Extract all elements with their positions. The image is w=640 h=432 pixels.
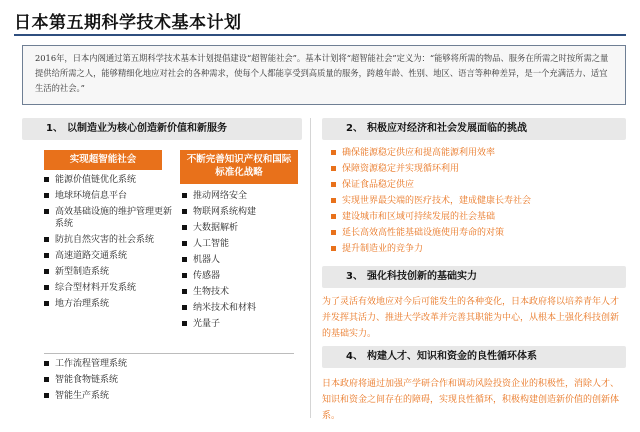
list-item: 光量子 [182,318,302,330]
col2-header [180,150,298,184]
column-divider [310,118,311,418]
list-item: 地球环境信息平台 [44,190,176,202]
col2-header-text: 不断完善知识产权和国际标准化战略 [186,154,292,178]
list-item: 人工智能 [182,238,302,250]
section-2-header [322,118,626,140]
section-2-number: 2、 [346,123,363,134]
section-4-header [322,346,626,368]
col1-list [44,174,176,314]
list-item: 物联网系统构建 [182,206,302,218]
list-item: 提升制造业的竞争力 [330,242,562,256]
section-3-header [322,266,626,288]
section-1-title: 以制造业为核心创造新价值和新服务 [66,123,227,134]
list-item: 高效基础设施的维护管理更新系统 [44,206,176,230]
section-4-text: 日本政府将通过加强产学研合作和调动风险投资企业的积极性，消除人才、知识和资金之间存在的障碍，实现良性循环，积极构建创造新价值的创新体系。 [322,379,620,421]
col1-extra-list [44,358,194,406]
section-1-number: 1、 [46,123,63,134]
intro-box: 2016年，日本内阁通过第五期科学技术基本计划提倡建设“超智能社会”。基本计划将“超智能社会”定义为：“能够将所需的物品、服务在所需之时按所需之量提供给所需之人，能够精细化地应对社会的各种需求，使每个人都能享受到高质量的服务，跨越年龄、性别、地区、语言等种种差异，是一个充满活力、适宜生活的社会。” [22,45,626,105]
section-3-text: 为了灵活有效地应对今后可能发生的各种变化，日本政府将以培养青年人才并发挥其活力、推进大学改革并完善其职能为中心，从根本上强化科技创新的基础实力。 [322,297,620,339]
list-item: 机器人 [182,254,302,266]
section-3-title: 强化科技创新的基础实力 [366,271,477,282]
list-item: 实现世界最尖端的医疗技术，建成健康长寿社会 [330,194,562,208]
list-item: 确保能源稳定供应和提高能源利用效率 [330,146,562,160]
list-item: 纳米技术和材料 [182,302,302,314]
list-item: 保障资源稳定并实现循环利用 [330,162,562,176]
col2-list [182,190,302,334]
list-item: 智能生产系统 [44,390,194,402]
list-item: 建设城市和区域可持续发展的社会基础 [330,210,562,224]
section-1-header [22,118,302,140]
section-3-number: 3、 [346,271,363,282]
list-item: 综合型材料开发系统 [44,282,176,294]
list-item: 工作流程管理系统 [44,358,194,370]
list-item: 防抗自然灾害的社会系统 [44,234,176,246]
list-item: 延长高效高性能基础设施使用寿命的对策 [330,226,562,240]
list-item: 传感器 [182,270,302,282]
section-4-title: 构建人才、知识和资金的良性循环体系 [366,351,537,362]
list-item: 高速道路交通系统 [44,250,176,262]
section-2-list [330,146,562,258]
col1-header-text: 实现超智能社会 [69,154,137,165]
list-item: 推动网络安全 [182,190,302,202]
list-item: 大数据解析 [182,222,302,234]
section-2-title: 积极应对经济和社会发展面临的挑战 [366,123,527,134]
section-4-number: 4、 [346,351,363,362]
col1-header [44,150,162,170]
list-item: 保证食品稳定供应 [330,178,562,192]
col1-separator [44,353,294,354]
list-item: 生物技术 [182,286,302,298]
list-item: 能源价值链优化系统 [44,174,176,186]
list-item: 新型制造系统 [44,266,176,278]
list-item: 智能食物链系统 [44,374,194,386]
title-underline [14,34,626,36]
list-item: 地方治理系统 [44,298,176,310]
page-title: 日本第五期科学技术基本计划 [14,13,242,33]
